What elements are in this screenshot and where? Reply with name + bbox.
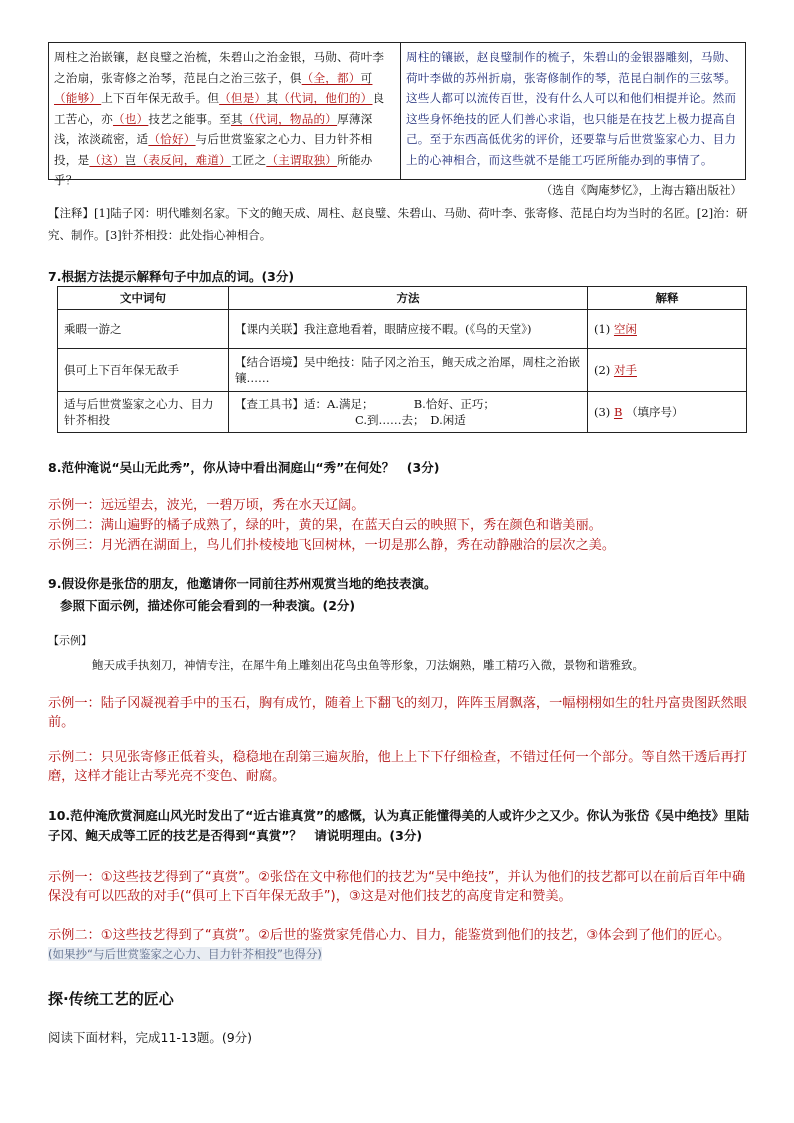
passage-segment: 其 (230, 111, 243, 126)
source-citation: （选自《陶庵梦忆》，上海古籍出版社） (540, 183, 742, 197)
reading-instruction: 阅读下面材料，完成11-13题。(9分) (48, 1030, 253, 1045)
q8-title: 8.范仲淹说“吴山无此秀”，你从诗中看出洞庭山“秀”在何处？ (3分) (48, 460, 440, 475)
q8-answer-2: 示例二：满山遍野的橘子成熟了，绿的叶，黄的果，在蓝天白云的映照下，秀在颜色和谐美丽。 (48, 518, 602, 533)
q8-answer-1: 示例一：远远望去，波光，一碧万顷，秀在水天辽阔。 (48, 498, 365, 513)
annotation-notes: 【注释】[1]陆子冈：明代雕刻名家。下文的鲍天成、周柱、赵良璧、朱碧山、马勋、荷叶李、张寄修、范昆白均为当时的名匠。[2]治：研究、制作。[3]针芥相投：此处指心神相合。 (48, 206, 748, 242)
passage-segment: （全，都） (301, 70, 361, 85)
q7-answer-cell (588, 392, 747, 433)
table-row (58, 349, 747, 392)
section-title: 探·传统工艺的匠心 (48, 990, 174, 1008)
passage-table (48, 42, 746, 187)
passage-translation: 周柱的镶嵌，赵良璧制作的梳子，朱碧山的金银器雕刻，马勋、荷叶李做的苏州折扇，张寄修制作的琴，范昆白制作的三弦琴。这些人都可以流传百世，没有什么人可以和他们相提并论。然而这些身怀绝技的匠人们善心求诣，也只能是在技艺上极力提高自己。至于东西高低优劣的评价，还要靠与后世赏鉴家心力、目力上的心神相合，而这些就不是能工巧匠所能办到的事情了。 (406, 50, 737, 167)
q7-table (57, 286, 747, 433)
q10-answer-1: 示例一：①这些技艺得到了“真赏”。②张岱在文中称他们的技艺为“吴中绝技”，并认为他们的技艺都可以在前后百年中确保没有可以匹敌的对手(“俱可上下百年保无敌手”)，③这是对他们技艺的高度肯定和赞美。 (48, 870, 746, 904)
q9-subtitle: 参照下面示例，描述你可能会看到的一种表演。(2分) (60, 598, 356, 613)
passage-segment: （主谓取独） (266, 152, 338, 167)
q10-title: 10.范仲淹欣赏洞庭山风光时发出了“近古谁真赏”的感慨，认为真正能懂得美的人或许少之又少。你认为张岱《吴中绝技》里陆子冈、鲍天成等工匠的技艺是否得到“真赏”？ 请说明理由。(3分) (48, 808, 750, 843)
q7-sentence: 俱可上下百年保无敌手 (58, 349, 229, 392)
q7-answer-cell (588, 349, 747, 392)
q7-method: 【课内关联】我注意地看着，眼睛应接不暇。(《鸟的天堂》) (229, 310, 588, 349)
q7-header-explain: 解释 (588, 287, 747, 310)
q9-example-text: 鲍天成手执刻刀，神情专注，在犀牛角上雕刻出花鸟虫鱼等形象，刀法娴熟，雕工精巧入微，景物和谐雅致。 (92, 658, 644, 672)
q7-sentence: 乘暇一游之 (58, 310, 229, 349)
passage-segment: 可 (360, 70, 373, 85)
passage-segment: 其 (266, 91, 279, 105)
q7-answer-suffix: （填序号） (626, 405, 684, 420)
passage-segment: （也） (112, 111, 149, 126)
passage-segment: （能够） (54, 91, 102, 105)
q7-answer: B (613, 405, 623, 420)
q7-header-sentence: 文中词句 (58, 287, 229, 310)
q10-answer-2-text: 示例二：①这些技艺得到了“真赏”。②后世的鉴赏家凭借心力、目力，能鉴赏到他们的技艺，③体会到了他们的匠心。 (48, 928, 731, 943)
q10-answer-2-note: (如果抄“与后世赏鉴家之心力、目力针芥相投”也得分) (48, 947, 322, 961)
passage-segment: （但是） (219, 91, 267, 105)
q9-title: 9.假设你是张岱的朋友，他邀请你一同前往苏州观赏当地的绝技表演。 (48, 576, 437, 591)
q7-sentence: 适与后世赏鉴家之心力、目力针芥相投 (58, 392, 229, 433)
passage-original (49, 43, 401, 187)
q7-answer-cell (588, 310, 747, 349)
q7-answer-num: (3) (594, 405, 611, 420)
passage-segment: 所能办乎？ (54, 152, 373, 187)
passage-segment: （这） (89, 152, 125, 167)
passage-segment: 厚薄深浅，浓淡疏密，适 (54, 111, 373, 146)
passage-segment: （代词，物品的） (242, 111, 338, 126)
passage-segment: 岂 (124, 152, 137, 167)
q7-answer-num: (2) (594, 363, 611, 378)
q7-header-method: 方法 (229, 287, 588, 310)
passage-segment: （代词，他们的） (278, 91, 373, 105)
q8-answer-3: 示例三：月光洒在湖面上，鸟儿们扑棱棱地飞回树林，一切是那么静，秀在动静融洽的层次之美。 (48, 538, 616, 553)
table-row (58, 392, 747, 433)
q7-method (229, 392, 588, 433)
passage-segment: 与后世赏鉴家之心力、目力针芥相投，是 (54, 132, 373, 167)
q7-answer: 空闲 (613, 322, 637, 337)
q7-title: 7.根据方法提示解释句子中加点的词。(3分) (48, 269, 295, 284)
q7-answer: 对手 (613, 363, 637, 378)
q10-answer-2 (48, 926, 748, 964)
passage-segment: 工匠之 (230, 152, 267, 167)
q9-answer-2: 示例二：只见张寄修正低着头，稳稳地在刮第三遍灰胎，他上上下下仔细检查，不错过任何一个部分。等自然干透后再打磨，这样才能让古琴光亮不变色、耐腐。 (48, 750, 747, 784)
passage-segment: 周柱之治嵌镶，赵良璧之治梳，朱碧山之治金银，马勋、荷叶李之治扇，张寄修之治琴，范昆白之治三弦子，俱 (54, 50, 385, 85)
passage-segment: 技艺之能事。至 (148, 111, 231, 126)
passage-segment: 上下百年保无敌手。但 (101, 91, 220, 105)
table-row (58, 310, 747, 349)
passage-segment: （恰好） (148, 132, 196, 146)
q9-example-label: 【示例】 (48, 634, 92, 647)
q7-answer-num: (1) (594, 322, 611, 337)
passage-segment: 良工苦心，亦 (54, 91, 385, 126)
q7-method-line: C.到……去； D.闲适 (355, 413, 466, 428)
q9-answer-1: 示例一：陆子冈凝视着手中的玉石，胸有成竹，随着上下翻飞的刻刀，阵阵玉屑飘落，一幅栩栩如生的牡丹富贵图跃然眼前。 (48, 696, 747, 730)
q7-method: 【结合语境】吴中绝技：陆子冈之治玉，鲍天成之治犀，周柱之治嵌镶…… (229, 349, 588, 392)
q7-method-line: 【查工具书】适：A.满足； B.恰好、正巧； (235, 397, 495, 412)
passage-segment: （表反问，难道） (136, 152, 231, 167)
